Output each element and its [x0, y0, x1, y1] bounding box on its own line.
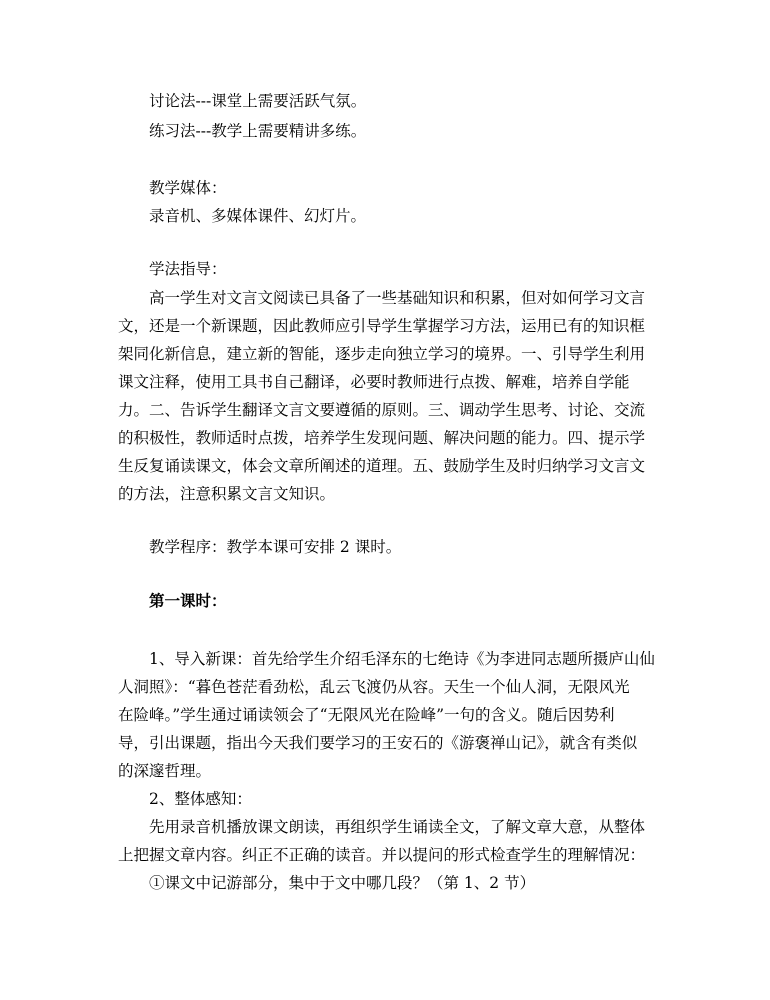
study-guide-line: 生反复诵读课文，体会文章所阐述的道理。五、鼓励学生及时归纳学习文言文 [118, 457, 646, 475]
study-guide-line: 文，还是一个新课题，因此教师应引导学生掌握学习方法，运用已有的知识框 [118, 317, 646, 335]
overall-line: 先用录音机播放课文朗读，再组织学生诵读全文，了解文章大意，从整体 [149, 818, 646, 836]
lesson-one-heading: 第一课时： [149, 591, 227, 610]
intro-line: 1、导入新课：首先给学生介绍毛泽东的七绝诗《为李进同志题所摄庐山仙 [149, 650, 655, 668]
media-text: 录音机、多媒体课件、幻灯片。 [149, 207, 367, 225]
study-guide-line: 的积极性，教师适时点拨，培养学生发现问题、解决问题的能力。四、提示学 [118, 429, 646, 447]
study-guide-line: 的方法，注意积累文言文知识。 [118, 485, 336, 503]
intro-line: 人洞照》：“暮色苍茫看劲松，乱云飞渡仍从容。天生一个仙人洞，无限风光 [118, 678, 630, 696]
procedure-text: 教学程序：教学本课可安排 2 课时。 [149, 538, 402, 556]
study-guide-line: 架同化新信息，建立新的智能，逐步走向独立学习的境界。一、引导学生利用 [118, 345, 646, 363]
study-guide-line: 课文注释，使用工具书自己翻译，必要时教师进行点拨、解难，培养自学能 [118, 373, 630, 391]
study-guide-line: 力。二、告诉学生翻译文言文要遵循的原则。三、调动学生思考、讨论、交流 [118, 401, 646, 419]
media-heading: 教学媒体： [149, 179, 227, 197]
study-guide-line: 高一学生对文言文阅读已具备了一些基础知识和积累，但对如何学习文言 [149, 289, 646, 307]
method-practice: 练习法---教学上需要精讲多练。 [149, 122, 367, 140]
intro-line: 在险峰。”学生通过诵读领会了“无限风光在险峰”一句的含义。随后因势利 [118, 706, 615, 724]
method-discussion: 讨论法---课堂上需要活跃气氛。 [149, 92, 367, 110]
intro-line: 导，引出课题，指出今天我们要学习的王安石的《游褒禅山记》，就含有类似 [118, 734, 638, 752]
overall-line: 上把握文章内容。纠正不正确的读音。并以提问的形式检查学生的理解情况： [118, 846, 646, 864]
question-line: ①课文中记游部分，集中于文中哪几段？（第 1、2 节） [149, 874, 536, 892]
study-guide-heading: 学法指导： [149, 260, 227, 278]
intro-line: 的深邃哲理。 [118, 762, 212, 780]
overall-heading: 2、整体感知： [149, 790, 252, 808]
